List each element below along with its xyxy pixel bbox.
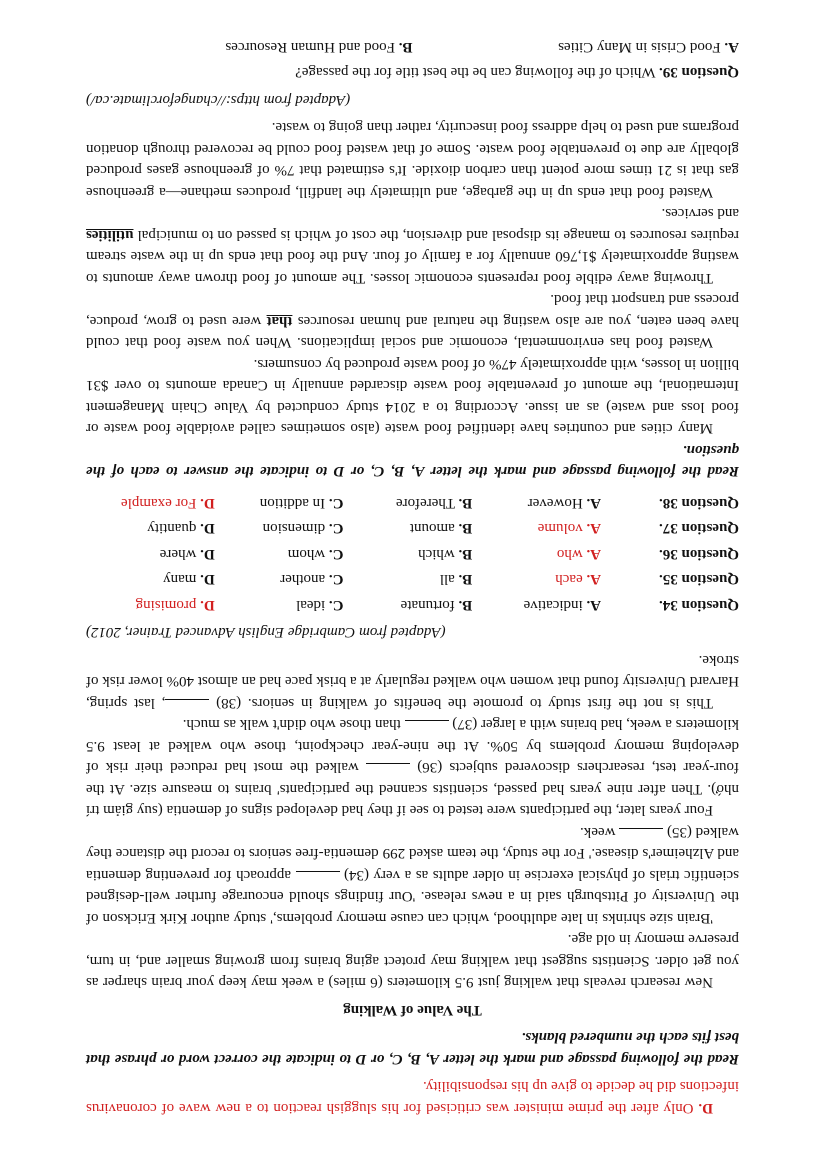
- option-text: whom: [287, 546, 326, 562]
- option-letter: B.: [458, 571, 473, 588]
- answer-option[interactable]: [344, 517, 473, 539]
- word-utilities: utilities: [85, 227, 134, 243]
- option-letter: C.: [328, 495, 344, 511]
- passage2-paragraph-2: [86, 288, 739, 353]
- answer-option[interactable]: [344, 568, 473, 590]
- passage1-paragraph-2: [86, 821, 739, 929]
- option-text: promising: [135, 597, 197, 613]
- option-letter: D.: [200, 571, 215, 588]
- question-number: Question 37.: [658, 520, 739, 537]
- passage1-paragraph-1: New research reveals that walking just 9.5 kilometers (6 miles) a week may keep your brain sharper as you get older. Scientists suggest that walking may protect aging brains from growing smaller and, in turn, preserve memory in old age.: [86, 931, 739, 991]
- option-letter: D.: [200, 520, 215, 537]
- answer-option[interactable]: [472, 543, 601, 565]
- option-text: However: [527, 495, 583, 511]
- option-letter: C.: [328, 520, 344, 537]
- option-letter: D.: [200, 597, 215, 613]
- answer-option[interactable]: [215, 568, 344, 590]
- option-letter: A.: [586, 520, 602, 537]
- question-number: Question 36.: [658, 546, 739, 562]
- answer-option[interactable]: [472, 517, 601, 539]
- question-39-options: [86, 36, 739, 58]
- question-39-option-a[interactable]: [413, 36, 740, 58]
- blank-36: [366, 764, 410, 777]
- option-letter: A.: [586, 571, 602, 588]
- p3-part-b: walked the most had reduced their risk of developing memory problems by 50%. At the nine-year checkpoint, those who walked at least 9.5 kilometers a week, had brains with a larger (37): [86, 716, 739, 776]
- option-text: dimension: [262, 520, 326, 537]
- p2-part-b: approach for preventing dementia and Alzheimer's disease.' For the study, the team asked 299 dementia-free seniors to record the distance they walked (35): [86, 824, 739, 883]
- answer-option[interactable]: [86, 543, 215, 565]
- question-label: [601, 568, 739, 590]
- question-label: [601, 492, 739, 514]
- p2-part-c: week.: [580, 824, 616, 840]
- answer-option[interactable]: [472, 492, 601, 514]
- question-number: Question 35.: [658, 571, 739, 588]
- p3-text-b: and services.: [661, 205, 739, 222]
- option-letter: B.: [458, 495, 473, 511]
- option-letter: A.: [724, 39, 739, 55]
- passage-title: The Value of Walking: [343, 1002, 482, 1018]
- option-letter: C.: [328, 546, 344, 562]
- previous-answer: [86, 1075, 739, 1118]
- word-that: that: [266, 313, 293, 329]
- option-text: volume: [537, 520, 583, 537]
- option-text: amount: [409, 520, 455, 537]
- question-39-option-b[interactable]: [86, 36, 413, 58]
- passage1-source: (Adapted from Cambridge English Advanced Trainer, 2012): [86, 624, 446, 641]
- answer-option[interactable]: [344, 543, 473, 565]
- passage2-source: (Adapted from https://changeforclimate.ca/): [86, 92, 351, 108]
- blank-35: [619, 828, 663, 841]
- passage1-paragraph-3: [86, 713, 739, 821]
- option-text: who: [556, 546, 583, 562]
- p2-text-a: Wasted food has environmental, economic and social implications. When you waste food that could have been eaten, you are also wasting the natural and human resources: [86, 313, 739, 351]
- p3-part-c: than those who didn't walk as much.: [182, 716, 401, 733]
- answer-option[interactable]: [215, 492, 344, 514]
- option-letter: C.: [328, 571, 344, 588]
- answer-option[interactable]: [86, 517, 215, 539]
- question-label: [601, 543, 739, 565]
- passage2-paragraph-4: Wasted food that ends up in the garbage, and ultimately the landfill, produces methane—a greenhouse gas that is 21 times more potent than carbon dioxide. It's estimated that 7% of greenhouse gases produced globally are due to preventable food waste. Some of that wasted food could be recovered through donation programs and used to help address food insecurity, rather than going to waste.: [86, 119, 739, 200]
- passage1-paragraph-4: [86, 649, 739, 714]
- answer-option[interactable]: [215, 594, 344, 616]
- question-row: [86, 594, 739, 616]
- option-text: which: [418, 546, 455, 562]
- option-letter: D.: [200, 495, 215, 511]
- option-letter: C.: [328, 597, 344, 613]
- previous-answer-letter: D.: [698, 1100, 713, 1116]
- p4-part-a: This is not the first study to promote the benefits of walking in seniors. (38): [216, 695, 713, 711]
- passage2-paragraph-1: Many cities and countries have identified food waste (also sometimes called avoidable food waste or food loss and waste) as an issue. According to a 2014 study conducted by Value Chain Management International, the amount of preventable food waste discarded annually in Canada amounts to over $31 billion in losses, with approximately 47% of food waste produced by consumers.: [86, 356, 739, 437]
- answer-option[interactable]: [344, 492, 473, 514]
- option-letter: B.: [458, 597, 473, 613]
- answer-option[interactable]: [86, 594, 215, 616]
- option-text: In addition: [259, 495, 326, 511]
- question-row: [86, 568, 739, 590]
- section1-instruction: Read the following passage and mark the letter A, B, C, or D to indicate the correct word or phrase that best fits each the numbered blanks.: [86, 1029, 739, 1067]
- option-text: For example: [121, 495, 197, 511]
- option-letter: A.: [586, 495, 602, 511]
- section2-instruction: Read the following passage and mark the letter A, B, C, or D to indicate the answer to each of the question.: [86, 442, 739, 480]
- answer-option[interactable]: [86, 492, 215, 514]
- question-number: Question 34.: [658, 597, 739, 613]
- option-text: another: [280, 571, 326, 588]
- answer-option[interactable]: [215, 517, 344, 539]
- blank-37: [405, 721, 449, 734]
- option-letter: B.: [458, 520, 473, 537]
- blank-38: [165, 699, 209, 712]
- passage2-paragraph-3: [86, 202, 739, 288]
- previous-answer-text: Only after the prime minister was criticised for his sluggish reaction to a new wave of coronavirus infections did he decide to give up his responsibility.: [85, 1078, 739, 1116]
- question-row: [86, 543, 739, 565]
- option-text: many: [163, 571, 197, 588]
- p3-text-a: Throwing away edible food represents economic losses. The amount of food thrown away amounts to wasting approximately $1,760 annually for a family of four. And the food that ends up in the waste stream requires resources to manage its disposal and diversion, the cost of which is passed on to municipal: [86, 227, 739, 286]
- option-letter: B.: [398, 39, 413, 55]
- question-row: [86, 517, 739, 539]
- question-list: [86, 492, 739, 616]
- page-content: [86, 36, 739, 1119]
- option-text: ideal: [296, 597, 326, 613]
- option-text: each: [555, 571, 583, 588]
- blank-34: [296, 871, 340, 884]
- p3-part-a: Four years later, the participants were tested to see if they had developed signs of dementia (suy giảm trí nhớ). Then after nine years had passed, scientists scanned the participants' brains to measure size. At the four-year test, researchers discovered subjects (36): [86, 759, 739, 819]
- option-letter: A.: [586, 597, 602, 613]
- p2-part-a: 'Brain size shrinks in late adulthood, which can cause memory problems,' study author Kirk Erickson of the University of Pittsburgh said in a news release. 'Our findings should encourage further well-designed scientific trials of physical exercise in older adults as a very (34): [86, 867, 739, 926]
- option-letter: A.: [586, 546, 602, 562]
- option-letter: B.: [458, 546, 473, 562]
- option-text: Food and Human Resources: [225, 39, 395, 55]
- answer-option[interactable]: [472, 568, 601, 590]
- option-text: fortunate: [400, 597, 455, 613]
- p2-text-b: were used to grow, produce, process and transport that food.: [85, 291, 739, 329]
- option-text: Therefore: [395, 495, 456, 511]
- option-text: indicative: [523, 597, 583, 613]
- option-text: where: [159, 546, 197, 562]
- question-number: Question 38.: [658, 495, 739, 511]
- question-label: [601, 517, 739, 539]
- question-39-label: Question 39.: [658, 64, 739, 81]
- answer-option[interactable]: [344, 594, 473, 616]
- question-label: [601, 594, 739, 616]
- option-text: Food Crisis in Many Cities: [558, 39, 721, 55]
- question-39: [86, 61, 739, 83]
- answer-option[interactable]: [86, 568, 215, 590]
- option-text: quantity: [147, 520, 197, 537]
- question-39-text: Which of the following can be the best title for the passage?: [295, 64, 656, 81]
- answer-option[interactable]: [215, 543, 344, 565]
- option-letter: D.: [200, 546, 215, 562]
- answer-option[interactable]: [472, 594, 601, 616]
- option-text: all: [439, 571, 455, 588]
- question-row: [86, 492, 739, 514]
- p4-part-b: , last spring, Harvard University found that women who walked regularly at a brisk pace had an almost 40% lower risk of stroke.: [86, 652, 739, 711]
